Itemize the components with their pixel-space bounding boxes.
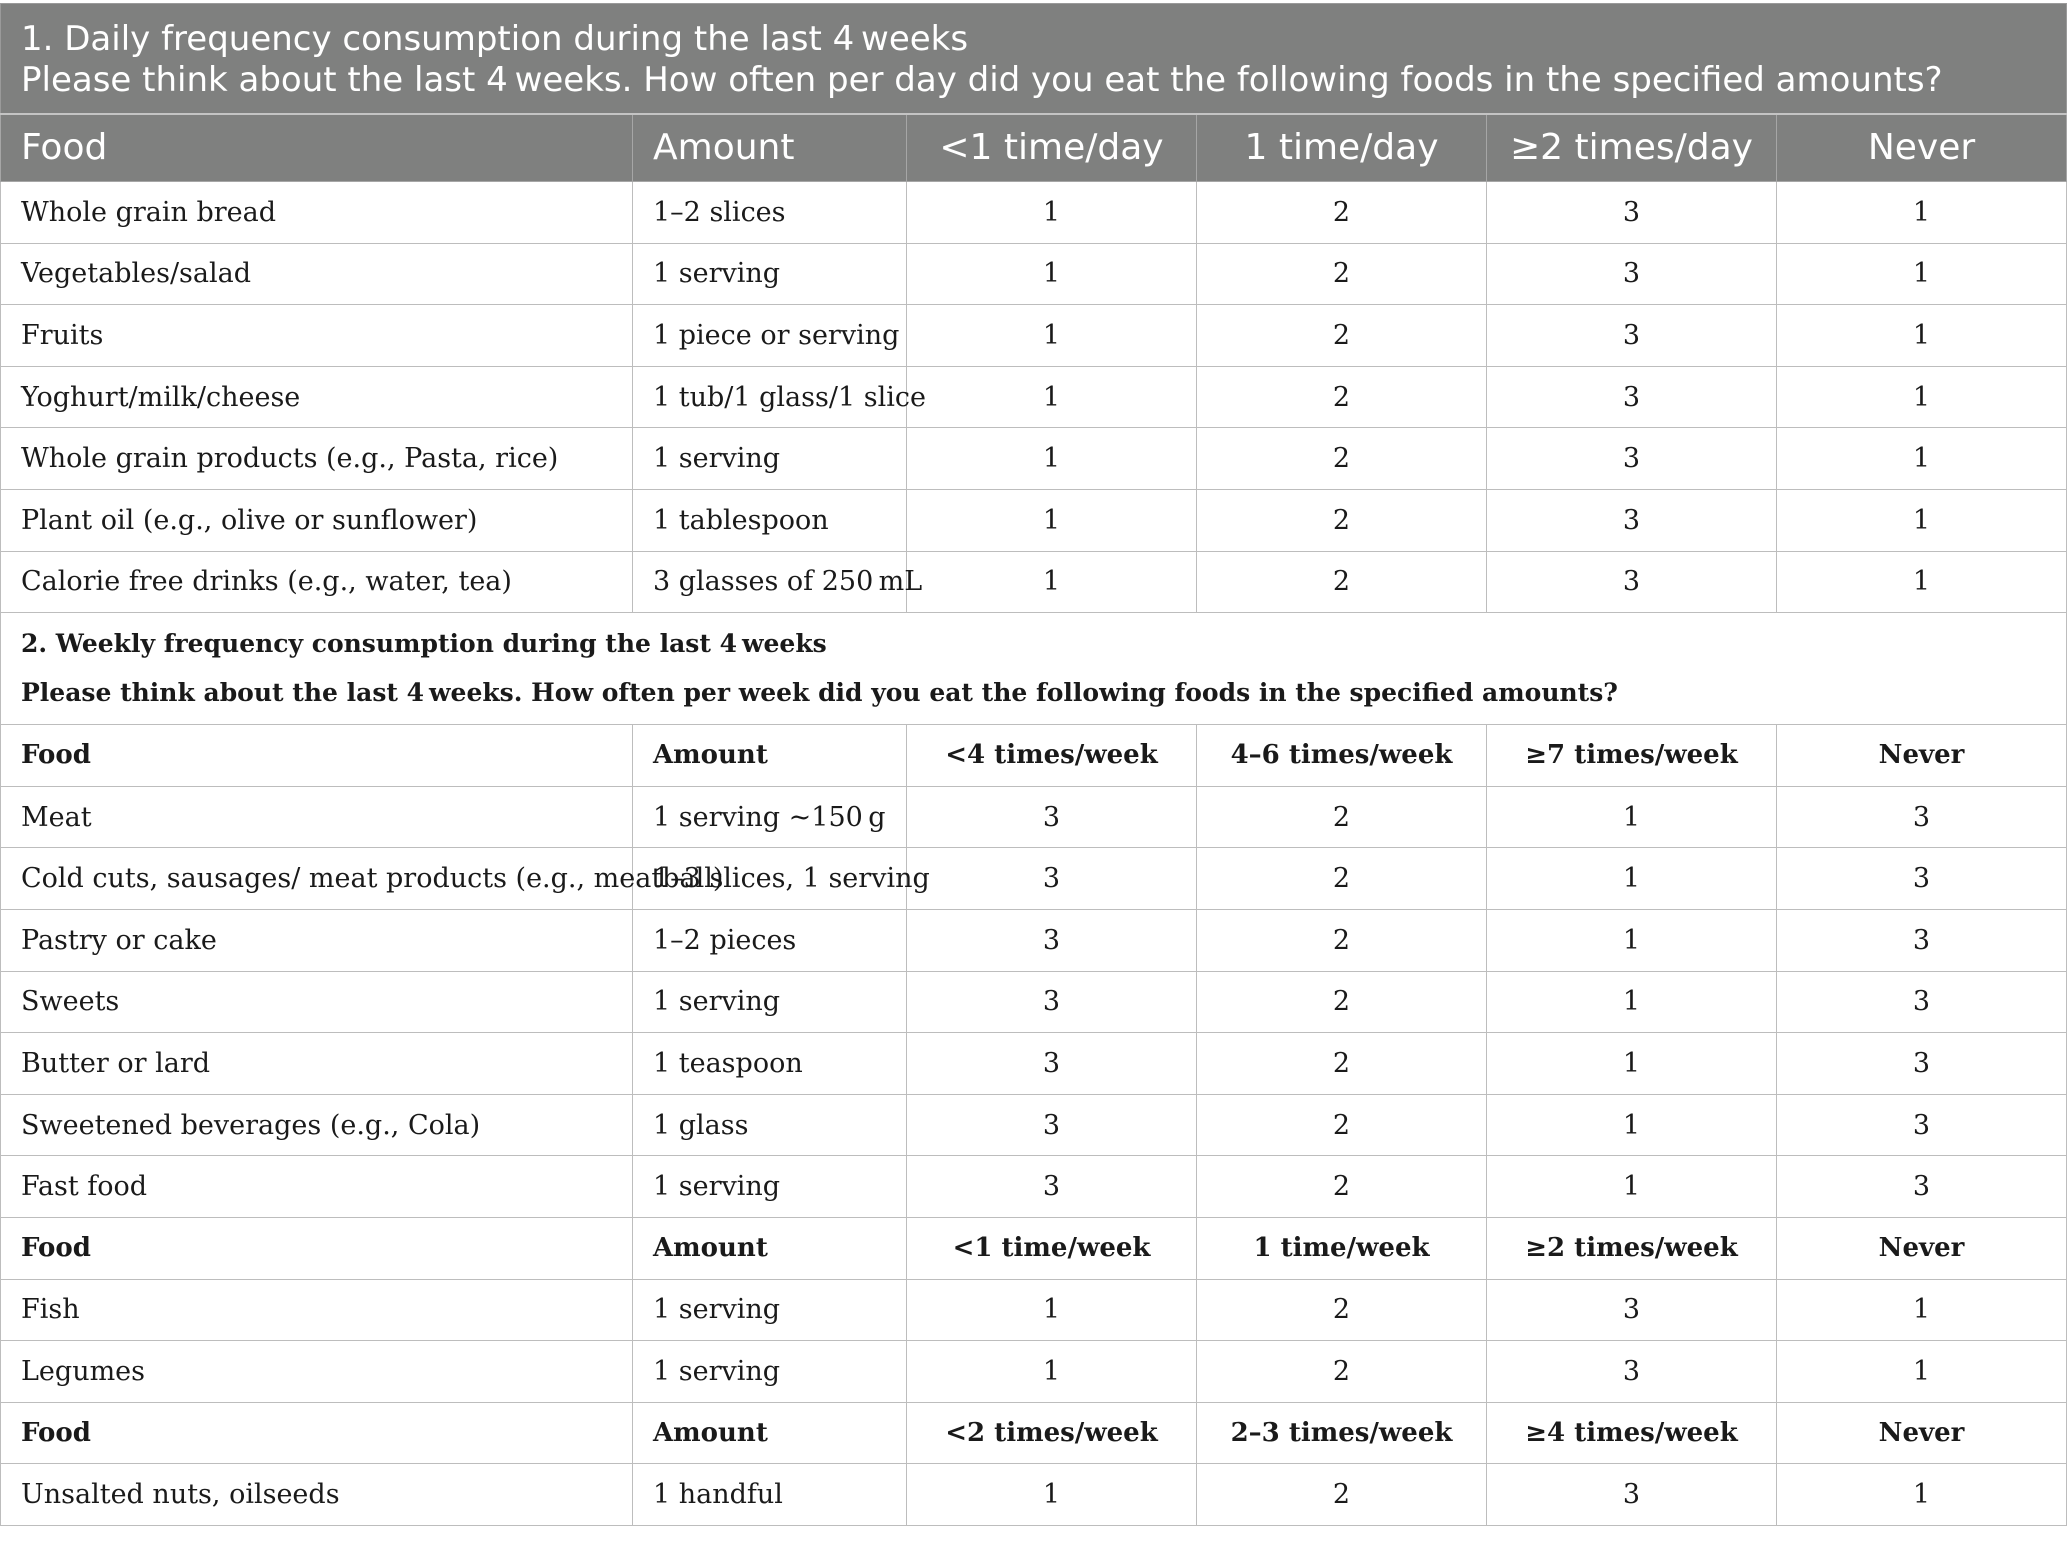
amount-cell: 1 tablespoon	[633, 489, 907, 551]
food-frequency-table	[0, 3, 2067, 1526]
amount-cell: 1 serving ~150 g	[633, 786, 907, 848]
section2-title-row	[1, 613, 2067, 725]
score-cell: 2	[1197, 551, 1487, 613]
score-cell: 3	[907, 848, 1197, 910]
score-cell: 3	[1777, 786, 2067, 848]
food-cell: Plant oil (e.g., olive or sunflower)	[1, 489, 633, 551]
score-cell: 3	[907, 1156, 1197, 1218]
questionnaire-table-container	[0, 3, 2066, 1526]
amount-cell: 1 tub/1 glass/1 slice	[633, 366, 907, 428]
food-cell: Cold cuts, sausages/ meat products (e.g., meatball)	[1, 848, 633, 910]
header-freq-mid: 2–3 times/week	[1197, 1402, 1487, 1464]
table-row	[1, 428, 2067, 490]
food-cell: Fish	[1, 1279, 633, 1341]
score-cell: 2	[1197, 243, 1487, 305]
score-cell: 3	[1777, 909, 2067, 971]
score-cell: 3	[1487, 1464, 1777, 1526]
group-header-row	[1, 1402, 2067, 1464]
score-cell: 3	[1487, 243, 1777, 305]
amount-cell: 1–2 slices	[633, 182, 907, 244]
section1-title-cell	[1, 4, 2067, 114]
header-freq-high: ≥2 times/week	[1487, 1217, 1777, 1279]
score-cell: 2	[1197, 909, 1487, 971]
food-cell: Unsalted nuts, oilseeds	[1, 1464, 633, 1526]
score-cell: 1	[907, 489, 1197, 551]
header-freq-low: <1 time/day	[907, 114, 1197, 182]
score-cell: 3	[907, 1033, 1197, 1095]
score-cell: 3	[1777, 1033, 2067, 1095]
section2-question: Please think about the last 4 weeks. How often per week did you eat the following foods in the specified amounts?	[21, 677, 1618, 707]
score-cell: 1	[907, 243, 1197, 305]
amount-cell: 1–2 pieces	[633, 909, 907, 971]
score-cell: 3	[1777, 848, 2067, 910]
score-cell: 3	[1777, 971, 2067, 1033]
score-cell: 1	[907, 551, 1197, 613]
food-cell: Legumes	[1, 1341, 633, 1403]
amount-cell: 1 serving	[633, 1341, 907, 1403]
food-cell: Sweetened beverages (e.g., Cola)	[1, 1094, 633, 1156]
header-food: Food	[1, 725, 633, 787]
food-cell: Calorie free drinks (e.g., water, tea)	[1, 551, 633, 613]
score-cell: 1	[1487, 848, 1777, 910]
section2-title-cell	[1, 613, 2067, 725]
score-cell: 3	[1777, 1156, 2067, 1218]
score-cell: 2	[1197, 1094, 1487, 1156]
score-cell: 2	[1197, 366, 1487, 428]
header-freq-low: <2 times/week	[907, 1402, 1197, 1464]
score-cell: 2	[1197, 182, 1487, 244]
score-cell: 3	[1487, 182, 1777, 244]
header-amount: Amount	[633, 725, 907, 787]
header-never: Never	[1777, 114, 2067, 182]
score-cell: 1	[1487, 786, 1777, 848]
score-cell: 1	[1777, 1341, 2067, 1403]
score-cell: 1	[1487, 1033, 1777, 1095]
score-cell: 2	[1197, 1464, 1487, 1526]
food-cell: Meat	[1, 786, 633, 848]
score-cell: 1	[1777, 551, 2067, 613]
score-cell: 3	[907, 786, 1197, 848]
amount-cell: 1 serving	[633, 971, 907, 1033]
table-row	[1, 1279, 2067, 1341]
score-cell: 1	[1777, 182, 2067, 244]
table-row	[1, 551, 2067, 613]
table-row	[1, 909, 2067, 971]
header-freq-mid: 1 time/day	[1197, 114, 1487, 182]
header-food: Food	[1, 1402, 633, 1464]
food-cell: Whole grain products (e.g., Pasta, rice)	[1, 428, 633, 490]
food-cell: Butter or lard	[1, 1033, 633, 1095]
score-cell: 1	[907, 428, 1197, 490]
header-freq-mid: 4–6 times/week	[1197, 725, 1487, 787]
group-header-row	[1, 725, 2067, 787]
header-food: Food	[1, 1217, 633, 1279]
score-cell: 2	[1197, 786, 1487, 848]
score-cell: 1	[1777, 1279, 2067, 1341]
header-freq-high: ≥7 times/week	[1487, 725, 1777, 787]
score-cell: 3	[907, 909, 1197, 971]
score-cell: 1	[907, 1341, 1197, 1403]
amount-cell: 1 teaspoon	[633, 1033, 907, 1095]
amount-cell: 1 serving	[633, 1156, 907, 1218]
food-cell: Fast food	[1, 1156, 633, 1218]
food-cell: Sweets	[1, 971, 633, 1033]
score-cell: 1	[907, 1279, 1197, 1341]
score-cell: 3	[1487, 551, 1777, 613]
table-row	[1, 182, 2067, 244]
table-row	[1, 1094, 2067, 1156]
header-amount: Amount	[633, 1217, 907, 1279]
score-cell: 3	[907, 971, 1197, 1033]
score-cell: 3	[1487, 1279, 1777, 1341]
section1-title: 1. Daily frequency consumption during the last 4 weeks	[21, 19, 969, 60]
score-cell: 1	[1777, 305, 2067, 367]
score-cell: 2	[1197, 848, 1487, 910]
food-cell: Fruits	[1, 305, 633, 367]
amount-cell: 3 glasses of 250 mL	[633, 551, 907, 613]
score-cell: 3	[1487, 489, 1777, 551]
header-freq-low: <4 times/week	[907, 725, 1197, 787]
score-cell: 1	[1487, 1156, 1777, 1218]
score-cell: 1	[1777, 243, 2067, 305]
table-row	[1, 489, 2067, 551]
table-row	[1, 848, 2067, 910]
score-cell: 1	[1777, 1464, 2067, 1526]
score-cell: 3	[1777, 1094, 2067, 1156]
score-cell: 2	[1197, 1341, 1487, 1403]
score-cell: 2	[1197, 971, 1487, 1033]
header-freq-low: <1 time/week	[907, 1217, 1197, 1279]
score-cell: 1	[1487, 909, 1777, 971]
food-cell: Pastry or cake	[1, 909, 633, 971]
food-cell: Vegetables/salad	[1, 243, 633, 305]
header-freq-mid: 1 time/week	[1197, 1217, 1487, 1279]
score-cell: 1	[1777, 489, 2067, 551]
header-never: Never	[1777, 1217, 2067, 1279]
header-freq-high: ≥4 times/week	[1487, 1402, 1777, 1464]
section1-question: Please think about the last 4 weeks. How often per day did you eat the following foods in the specified amounts?	[21, 60, 1943, 101]
header-freq-high: ≥2 times/day	[1487, 114, 1777, 182]
score-cell: 1	[907, 366, 1197, 428]
table-body	[1, 4, 2067, 1526]
score-cell: 3	[1487, 1341, 1777, 1403]
table-row	[1, 1464, 2067, 1526]
food-cell: Whole grain bread	[1, 182, 633, 244]
table-row	[1, 243, 2067, 305]
table-row	[1, 1341, 2067, 1403]
section1-title-row	[1, 4, 2067, 114]
score-cell: 3	[1487, 428, 1777, 490]
score-cell: 1	[907, 305, 1197, 367]
table-row	[1, 786, 2067, 848]
score-cell: 2	[1197, 1156, 1487, 1218]
score-cell: 3	[1487, 305, 1777, 367]
amount-cell: 1 handful	[633, 1464, 907, 1526]
score-cell: 1	[1777, 428, 2067, 490]
score-cell: 2	[1197, 1279, 1487, 1341]
amount-cell: 1 serving	[633, 428, 907, 490]
header-food: Food	[1, 114, 633, 182]
food-cell: Yoghurt/milk/cheese	[1, 366, 633, 428]
table-row	[1, 1156, 2067, 1218]
amount-cell: 1 glass	[633, 1094, 907, 1156]
amount-cell: 1 serving	[633, 243, 907, 305]
header-amount: Amount	[633, 1402, 907, 1464]
section2-title: 2. Weekly frequency consumption during the last 4 weeks	[21, 628, 827, 658]
table-row	[1, 305, 2067, 367]
header-amount: Amount	[633, 114, 907, 182]
amount-cell: 1–3 slices, 1 serving	[633, 848, 907, 910]
score-cell: 2	[1197, 1033, 1487, 1095]
section1-header-row	[1, 114, 2067, 182]
score-cell: 1	[907, 1464, 1197, 1526]
table-row	[1, 366, 2067, 428]
table-row	[1, 1033, 2067, 1095]
score-cell: 2	[1197, 489, 1487, 551]
amount-cell: 1 serving	[633, 1279, 907, 1341]
score-cell: 2	[1197, 428, 1487, 490]
score-cell: 1	[1487, 971, 1777, 1033]
score-cell: 1	[1487, 1094, 1777, 1156]
table-row	[1, 971, 2067, 1033]
header-never: Never	[1777, 725, 2067, 787]
score-cell: 1	[1777, 366, 2067, 428]
header-never: Never	[1777, 1402, 2067, 1464]
score-cell: 2	[1197, 305, 1487, 367]
score-cell: 3	[907, 1094, 1197, 1156]
group-header-row	[1, 1217, 2067, 1279]
score-cell: 1	[907, 182, 1197, 244]
amount-cell: 1 piece or serving	[633, 305, 907, 367]
score-cell: 3	[1487, 366, 1777, 428]
